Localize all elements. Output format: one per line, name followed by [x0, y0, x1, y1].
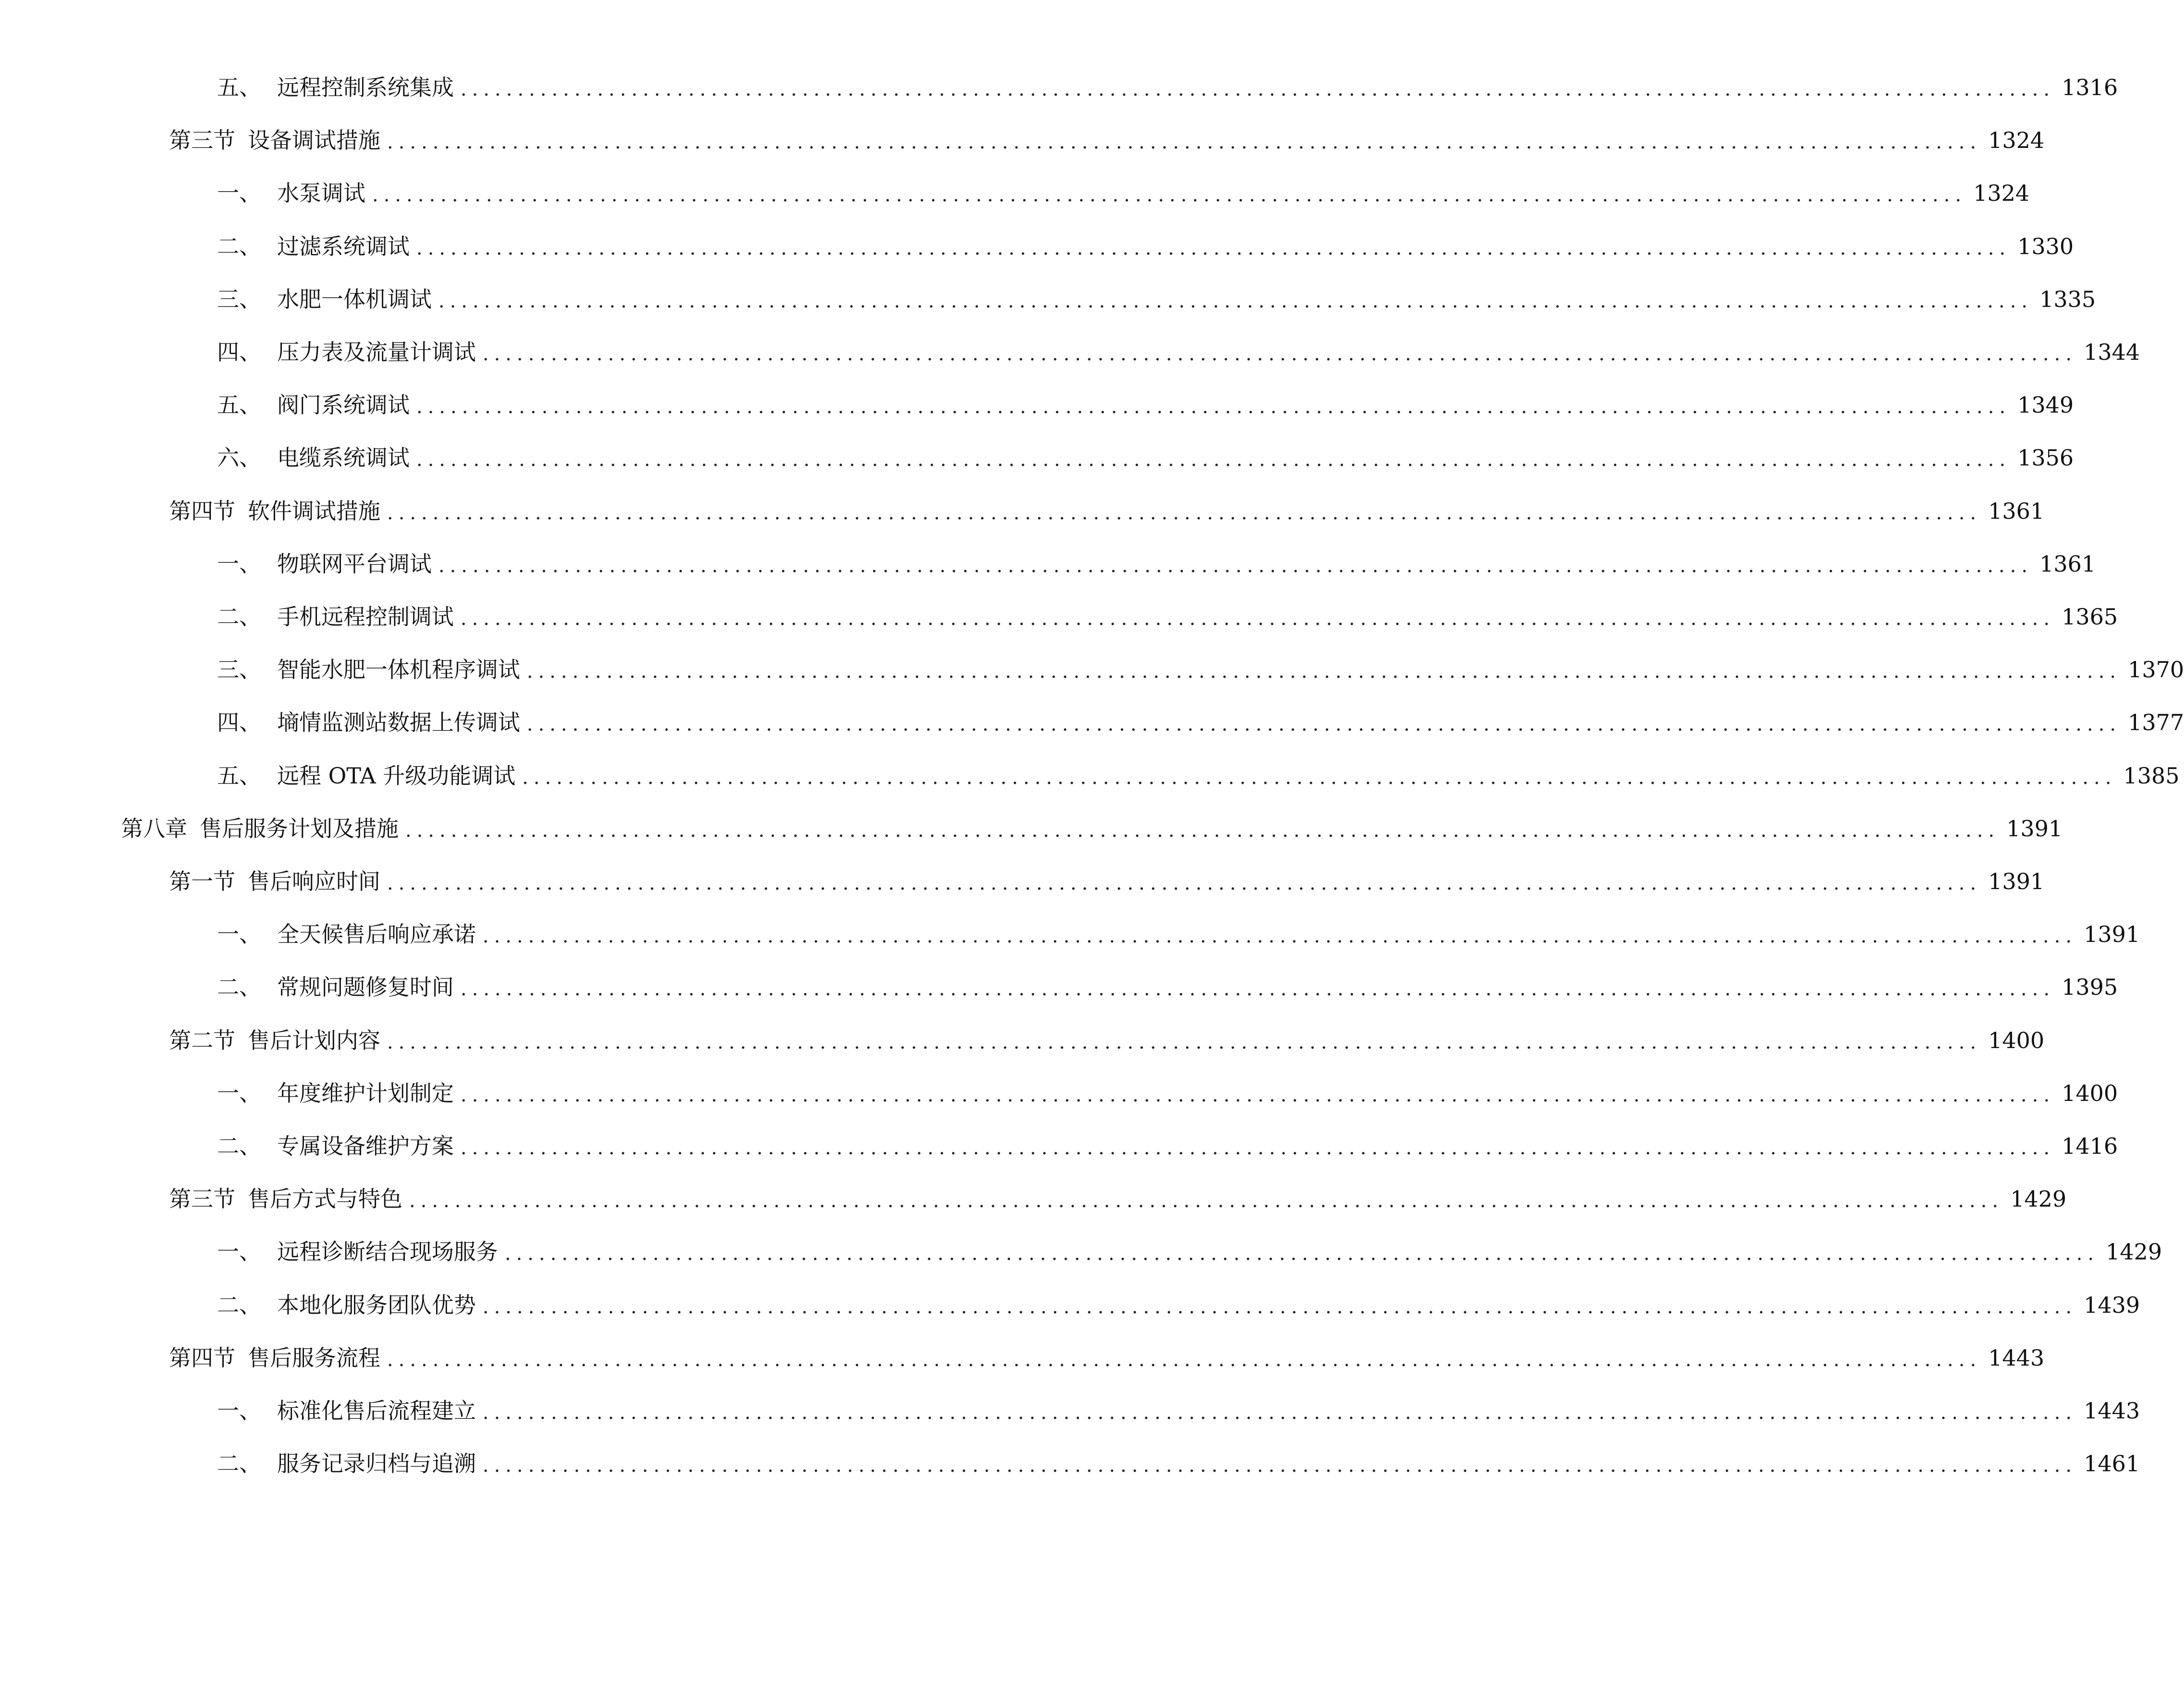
- toc-dot-leader: ............................................................................................................................................: [461, 978, 2055, 1000]
- toc-entry[interactable]: [217, 63, 2118, 111]
- toc-entry-number: 一、: [217, 1239, 261, 1265]
- toc-entry-title: 水泵调试: [277, 180, 365, 206]
- toc-entry[interactable]: [217, 1440, 2140, 1488]
- toc-entry[interactable]: [217, 275, 2096, 323]
- toc-entry-title: 远程控制系统集成: [277, 74, 454, 100]
- toc-entry-number: 三、: [217, 286, 261, 312]
- toc-entry-title: 物联网平台调试: [277, 551, 432, 577]
- toc-entry-title: 全天候售后响应承诺: [277, 921, 476, 947]
- toc-entry[interactable]: [121, 805, 2063, 853]
- toc-dot-leader: ............................................................................................................................................: [387, 502, 1982, 524]
- toc-entry[interactable]: [169, 1016, 2045, 1064]
- toc-entry[interactable]: [169, 1334, 2045, 1382]
- toc-entry[interactable]: [169, 487, 2045, 535]
- toc-dot-leader: ............................................................................................................................................: [461, 1137, 2055, 1159]
- toc-entry-page-number: 1429: [2010, 1186, 2067, 1212]
- toc-entry-page-number: 1356: [2017, 445, 2074, 471]
- toc-dot-leader: ............................................................................................................................................: [505, 1243, 2099, 1265]
- toc-entry-number: 第八章: [121, 816, 187, 842]
- toc-dot-leader: ............................................................................................................................................: [372, 184, 1967, 206]
- toc-entry[interactable]: [217, 593, 2118, 641]
- toc-entry-number: 二、: [217, 1292, 261, 1318]
- toc-entry-page-number: 1361: [1988, 498, 2045, 524]
- toc-entry-title: 水肥一体机调试: [277, 286, 432, 312]
- toc-entry-number: 二、: [217, 1133, 261, 1159]
- toc-entry-title: 常规问题修复时间: [277, 974, 454, 1000]
- toc-entry-number: 五、: [217, 74, 261, 100]
- toc-entry-title: 本地化服务团队优势: [277, 1292, 476, 1318]
- toc-entry-number: 第一节: [169, 868, 235, 894]
- toc-entry-page-number: 1443: [2084, 1398, 2140, 1424]
- toc-entry-title: 售后方式与特色: [248, 1186, 402, 1212]
- toc-entry-page-number: 1349: [2017, 392, 2074, 418]
- toc-entry-title: 标准化售后流程建立: [277, 1398, 476, 1424]
- toc-entry[interactable]: [169, 1175, 2067, 1223]
- toc-dot-leader: ............................................................................................................................................: [387, 131, 1982, 153]
- toc-entry-number: 二、: [217, 1451, 261, 1477]
- toc-entry-number: 第三节: [169, 1186, 235, 1212]
- toc-entry-title: 远程诊断结合现场服务: [277, 1239, 498, 1265]
- toc-entry-title: 过滤系统调试: [277, 233, 410, 259]
- toc-entry-number: 一、: [217, 180, 261, 206]
- toc-entry-number: 一、: [217, 1398, 261, 1424]
- toc-entry-number: 二、: [217, 974, 261, 1000]
- toc-entry[interactable]: [217, 1069, 2118, 1117]
- toc-entry-title: 售后服务流程: [248, 1345, 380, 1371]
- toc-entry-page-number: 1377: [2128, 709, 2184, 735]
- toc-dot-leader: ............................................................................................................................................: [527, 660, 2122, 683]
- toc-entry-title: 软件调试措施: [248, 498, 380, 524]
- toc-entry-number: 一、: [217, 921, 261, 947]
- toc-entry-number: 四、: [217, 339, 261, 365]
- toc-entry[interactable]: [217, 540, 2096, 588]
- toc-entry[interactable]: [217, 169, 2030, 217]
- toc-entry[interactable]: [217, 698, 2184, 746]
- toc-entry[interactable]: [217, 1228, 2162, 1276]
- toc-dot-leader: ............................................................................................................................................: [438, 555, 2033, 577]
- toc-entry-page-number: 1439: [2084, 1292, 2140, 1318]
- toc-dot-leader: ............................................................................................................................................: [416, 449, 2011, 471]
- toc-entry-page-number: 1330: [2017, 233, 2074, 259]
- toc-entry-number: 二、: [217, 233, 261, 259]
- toc-entry-page-number: 1361: [2039, 551, 2096, 577]
- toc-dot-leader: ............................................................................................................................................: [416, 237, 2011, 259]
- toc-entry-number: 五、: [217, 392, 261, 418]
- toc-entry-number: 第四节: [169, 498, 235, 524]
- toc-entry-title: 售后响应时间: [248, 868, 380, 894]
- toc-entry-number: 四、: [217, 709, 261, 735]
- toc-dot-leader: ............................................................................................................................................: [387, 872, 1982, 894]
- toc-entry-page-number: 1395: [2062, 974, 2118, 1000]
- toc-entry-page-number: 1335: [2039, 286, 2096, 312]
- toc-entry-number: 第四节: [169, 1345, 235, 1371]
- toc-entry-title: 远程 OTA 升级功能调试: [277, 763, 516, 789]
- toc-entry-title: 压力表及流量计调试: [277, 339, 476, 365]
- toc-dot-leader: ............................................................................................................................................: [461, 78, 2055, 100]
- toc-entry-title: 年度维护计划制定: [277, 1080, 454, 1106]
- toc-entry-page-number: 1443: [1988, 1345, 2045, 1371]
- toc-entry-page-number: 1391: [2006, 816, 2063, 842]
- toc-entry-title: 服务记录归档与追溯: [277, 1451, 476, 1477]
- toc-entry-number: 一、: [217, 1080, 261, 1106]
- toc-entry[interactable]: [217, 222, 2074, 270]
- toc-dot-leader: ............................................................................................................................................: [522, 767, 2117, 789]
- toc-entry[interactable]: [217, 963, 2118, 1011]
- toc-entry-page-number: 1316: [2062, 74, 2118, 100]
- toc-entry-title: 墒情监测站数据上传调试: [277, 709, 520, 735]
- toc-dot-leader: ............................................................................................................................................: [527, 713, 2122, 735]
- toc-entry-number: 第二节: [169, 1027, 235, 1053]
- toc-entry[interactable]: [169, 857, 2045, 905]
- toc-entry[interactable]: [217, 1281, 2140, 1329]
- toc-entry-number: 二、: [217, 604, 261, 630]
- toc-entry-title: 售后计划内容: [248, 1027, 380, 1053]
- toc-entry-page-number: 1344: [2084, 339, 2140, 365]
- toc-dot-leader: ............................................................................................................................................: [483, 1454, 2077, 1477]
- toc-dot-leader: ............................................................................................................................................: [483, 1296, 2077, 1318]
- toc-dot-leader: ............................................................................................................................................: [483, 925, 2077, 947]
- toc-entry-page-number: 1385: [2123, 763, 2180, 789]
- toc-entry-title: 设备调试措施: [248, 127, 380, 153]
- toc-entry-page-number: 1324: [1988, 127, 2045, 153]
- toc-entry-title: 专属设备维护方案: [277, 1133, 454, 1159]
- toc-entry-title: 手机远程控制调试: [277, 604, 454, 630]
- toc-entry[interactable]: [217, 646, 2184, 694]
- toc-entry-page-number: 1365: [2062, 604, 2118, 630]
- toc-dot-leader: ............................................................................................................................................: [387, 1349, 1982, 1371]
- toc-entry-number: 一、: [217, 551, 261, 577]
- toc-dot-leader: ............................................................................................................................................: [438, 290, 2033, 312]
- toc-dot-leader: ............................................................................................................................................: [416, 396, 2011, 418]
- toc-dot-leader: ............................................................................................................................................: [483, 343, 2077, 365]
- toc-entry[interactable]: [217, 910, 2140, 958]
- toc-entry-title: 电缆系统调试: [277, 445, 410, 471]
- toc-entry-page-number: 1391: [2084, 921, 2140, 947]
- toc-dot-leader: ............................................................................................................................................: [409, 1190, 2004, 1212]
- toc-entry[interactable]: [217, 1387, 2140, 1435]
- toc-entry-title: 售后服务计划及措施: [200, 816, 399, 842]
- toc-entry[interactable]: [217, 381, 2074, 429]
- toc-entry-number: 五、: [217, 763, 261, 789]
- toc-entry-number: 第三节: [169, 127, 235, 153]
- toc-dot-leader: ............................................................................................................................................: [405, 819, 2000, 842]
- toc-entry[interactable]: [217, 752, 2180, 800]
- toc-entry-title: 智能水肥一体机程序调试: [277, 657, 520, 683]
- toc-entry-page-number: 1391: [1988, 868, 2045, 894]
- toc-entry[interactable]: [169, 116, 2045, 164]
- toc-entry-page-number: 1429: [2106, 1239, 2162, 1265]
- toc-entry-page-number: 1416: [2062, 1133, 2118, 1159]
- toc-entry-page-number: 1370: [2128, 657, 2184, 683]
- toc-dot-leader: ............................................................................................................................................: [387, 1031, 1982, 1053]
- toc-dot-leader: ............................................................................................................................................: [483, 1402, 2077, 1424]
- toc-entry-page-number: 1400: [1988, 1027, 2045, 1053]
- toc-entry-number: 六、: [217, 445, 261, 471]
- toc-dot-leader: ............................................................................................................................................: [461, 1084, 2055, 1106]
- toc-entry-title: 阀门系统调试: [277, 392, 410, 418]
- toc-dot-leader: ............................................................................................................................................: [461, 608, 2055, 630]
- toc-entry[interactable]: [217, 328, 2140, 376]
- toc-entry-number: 三、: [217, 657, 261, 683]
- toc-entry-page-number: 1400: [2062, 1080, 2118, 1106]
- toc-entry[interactable]: [217, 1122, 2118, 1170]
- toc-entry[interactable]: [217, 434, 2074, 482]
- toc-entry-page-number: 1324: [1973, 180, 2030, 206]
- toc-entry-page-number: 1461: [2084, 1451, 2140, 1477]
